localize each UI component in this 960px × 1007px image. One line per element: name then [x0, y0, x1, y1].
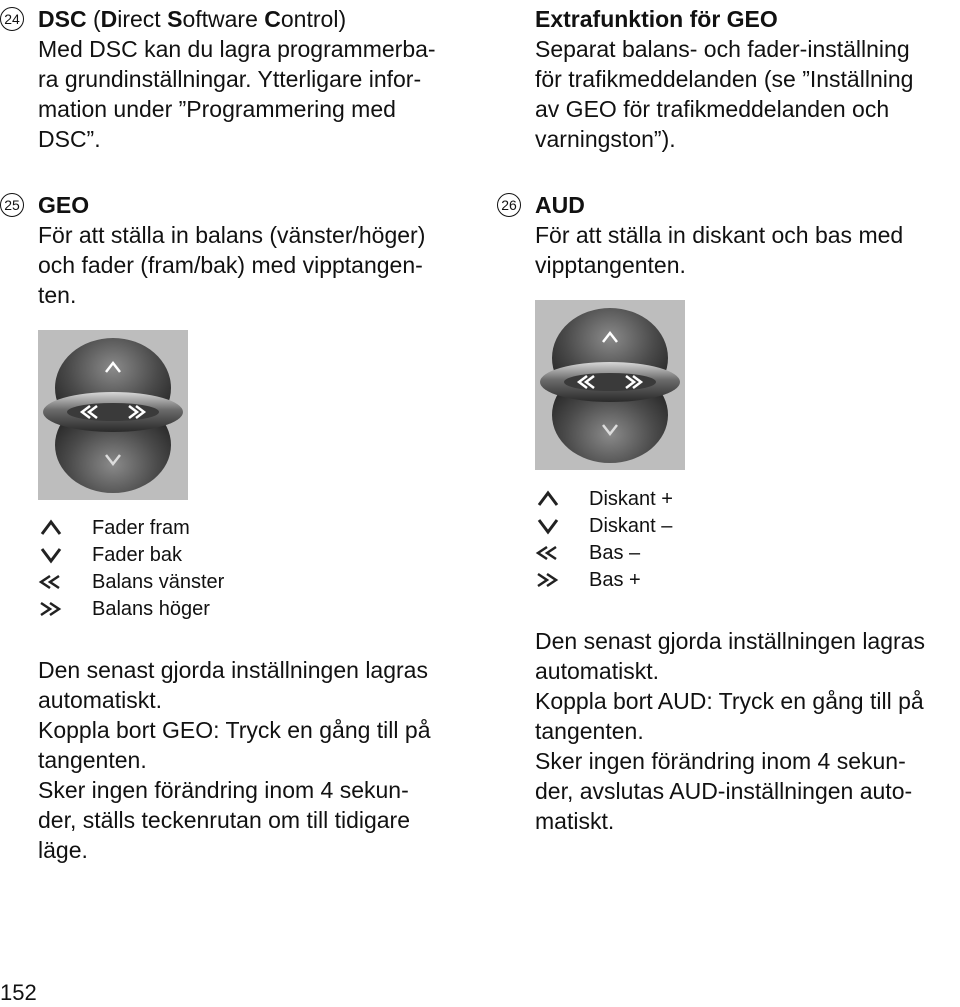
legend-label: Diskant +	[589, 488, 673, 510]
note-line: tangenten.	[38, 747, 147, 773]
note-line: automatiskt.	[535, 658, 659, 684]
dsc-line: ra grundinställningar. Ytterligare infor-	[38, 66, 422, 92]
dsc-line: mation under ”Programmering med	[38, 96, 396, 122]
legend-item	[535, 513, 935, 540]
legend-label: Bas +	[589, 569, 641, 591]
legend-label: Diskant –	[589, 515, 673, 537]
note-line: läge.	[38, 837, 88, 863]
section-number-24: 24	[0, 7, 24, 31]
legend-item	[535, 567, 935, 594]
extra-line: för trafikmeddelanden (se ”Inställning	[535, 66, 914, 92]
note-line: Sker ingen förändring inom 4 sekun-	[535, 748, 906, 774]
geo-body	[38, 220, 478, 310]
legend-label: Fader bak	[92, 544, 183, 566]
dsc-line: Med DSC kan du lagra programmerba-	[38, 36, 436, 62]
legend-item	[38, 542, 438, 569]
aud-notes	[535, 626, 960, 836]
aud-legend	[535, 486, 935, 594]
dsc-acronym: DSC	[38, 6, 87, 32]
aud-rocker-switch-image	[535, 300, 685, 470]
note-line: der, avslutas AUD-inställningen auto-	[535, 778, 913, 804]
aud-body	[535, 220, 955, 280]
chevron-up-icon	[38, 517, 64, 539]
legend-item	[535, 540, 935, 567]
aud-line: vipptangenten.	[535, 252, 686, 278]
section-number-25: 25	[0, 193, 24, 217]
geo-line: och fader (fram/bak) med vipptangen-	[38, 252, 423, 278]
legend-item	[535, 486, 935, 513]
chevron-up-icon	[535, 488, 561, 510]
aud-line: För att ställa in diskant och bas med	[535, 222, 904, 248]
geo-rocker-switch-image	[38, 330, 188, 500]
extra-line: Separat balans- och fader-inställning	[535, 36, 910, 62]
double-chevron-left-icon	[535, 542, 561, 564]
geo-notes	[38, 655, 478, 865]
extra-line: av GEO för trafikmeddelanden och	[535, 96, 890, 122]
legend-label: Balans vänster	[92, 571, 225, 593]
note-line: Den senast gjorda inställningen lagras	[38, 657, 428, 683]
legend-label: Fader fram	[92, 517, 190, 539]
extra-line: varningston”).	[535, 126, 676, 152]
geo-legend	[38, 515, 438, 623]
section-title-geo: GEO	[38, 192, 90, 218]
chevron-down-icon	[535, 515, 561, 537]
section-title-extra-geo: Extrafunktion för GEO	[535, 6, 778, 32]
geo-line: För att ställa in balans (vänster/höger)	[38, 222, 426, 248]
geo-line: ten.	[38, 282, 77, 308]
dsc-line: DSC”.	[38, 126, 101, 152]
note-line: matiskt.	[535, 808, 615, 834]
section-title-aud: AUD	[535, 192, 585, 218]
note-line: automatiskt.	[38, 687, 162, 713]
legend-label: Bas –	[589, 542, 641, 564]
page-number: 152	[0, 980, 37, 1005]
legend-item	[38, 596, 438, 623]
double-chevron-left-icon	[38, 571, 64, 593]
legend-item	[38, 569, 438, 596]
note-line: Sker ingen förändring inom 4 sekun-	[38, 777, 409, 803]
dsc-body	[38, 34, 478, 154]
legend-item	[38, 515, 438, 542]
extra-body	[535, 34, 955, 154]
double-chevron-right-icon	[535, 569, 561, 591]
double-chevron-right-icon	[38, 598, 64, 620]
legend-label: Balans höger	[92, 598, 210, 620]
section-number-26: 26	[497, 193, 521, 217]
note-line: Den senast gjorda inställningen lagras	[535, 628, 925, 654]
note-line: tangenten.	[535, 718, 644, 744]
chevron-down-icon	[38, 544, 64, 566]
note-line: der, ställs teckenrutan om till tidigare	[38, 807, 411, 833]
dsc-title: DSC (Direct Software Control)	[38, 4, 478, 34]
note-line: Koppla bort AUD: Tryck en gång till på	[535, 688, 924, 714]
note-line: Koppla bort GEO: Tryck en gång till på	[38, 717, 431, 743]
